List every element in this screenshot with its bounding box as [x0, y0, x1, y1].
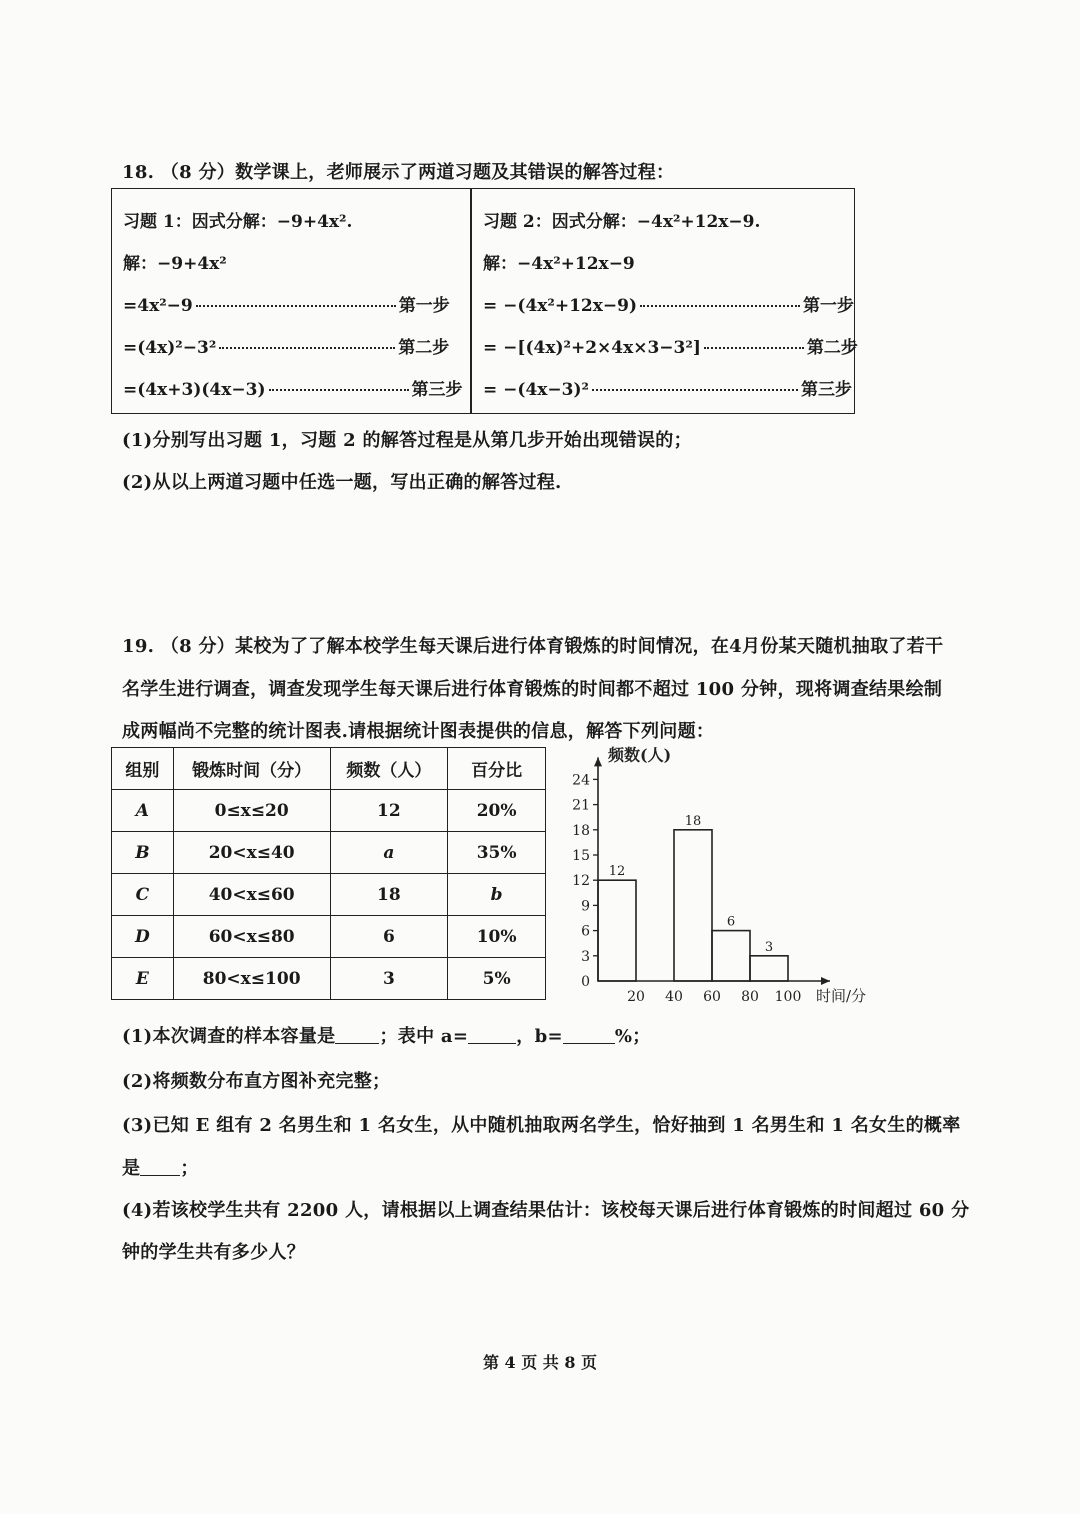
- table-cell: 60<x≤80: [173, 916, 330, 958]
- table-header: 频数（人）: [330, 748, 448, 790]
- y-tick-label: 18: [572, 822, 590, 839]
- ex2-step3-expr: = −(4x−3)²: [483, 380, 589, 400]
- table-cell: E: [112, 958, 174, 1000]
- q19-p3-line2: [122, 1154, 199, 1180]
- table-cell: 3: [330, 958, 448, 1000]
- leader-dots: [269, 389, 409, 391]
- histogram-bar: [598, 880, 636, 981]
- bar-value-label: 3: [764, 939, 774, 955]
- answer-blank[interactable]: [335, 1043, 379, 1044]
- leader-dots: [704, 347, 804, 349]
- table-row: [112, 916, 546, 958]
- table-cell: 20<x≤40: [173, 832, 330, 874]
- ex2-step1: [483, 291, 854, 316]
- x-tick-label: 100: [774, 989, 802, 1005]
- q18-header: 18. （8 分）数学课上，老师展示了两道习题及其错误的解答过程：: [122, 162, 675, 183]
- table-header: 锻炼时间（分）: [173, 748, 330, 790]
- table-cell: 35%: [448, 832, 546, 874]
- table-header: 百分比: [448, 748, 546, 790]
- leader-dots: [219, 347, 395, 349]
- q19-line1: 19. （8 分）某校为了了解本校学生每天课后进行体育锻炼的时间情况，在4月份某天随机抽取了若干: [122, 636, 944, 657]
- table-cell: 10%: [448, 916, 546, 958]
- ex2-step2-expr: = −[(4x)²+2×4x×3−3²]: [483, 338, 701, 358]
- table-cell: C: [112, 874, 174, 916]
- q18-exercise-box: [111, 188, 858, 414]
- page-footer: 第 4 页 共 8 页: [482, 1353, 598, 1372]
- table-cell: b: [448, 874, 546, 916]
- p3-text-a: 是: [122, 1158, 141, 1179]
- table-cell: A: [112, 790, 174, 832]
- table-row: [112, 832, 546, 874]
- bar-value-label: 18: [684, 813, 702, 829]
- p3-text-b: ；: [180, 1158, 199, 1179]
- p1-text-b: ；表中 a=: [379, 1026, 469, 1047]
- table-cell: 12: [330, 790, 448, 832]
- table-cell: 18: [330, 874, 448, 916]
- ex2-step2: [483, 333, 858, 358]
- p1-text-d: %；: [614, 1026, 651, 1047]
- frequency-histogram: [560, 740, 890, 1010]
- table-cell: D: [112, 916, 174, 958]
- bar-value-label: 6: [726, 914, 736, 930]
- y-tick-label: 12: [572, 873, 590, 890]
- q19-p4-line1: (4)若该校学生共有 2200 人，请根据以上调查结果估计：该校每天课后进行体育锻炼的时间超过 60 分: [122, 1200, 970, 1221]
- ex1-step3-label: 第三步: [411, 380, 463, 400]
- histogram-bar: [750, 956, 788, 981]
- ex2-step3: [483, 375, 852, 400]
- table-cell: 5%: [448, 958, 546, 1000]
- ex1-title: 习题 1：因式分解：−9+4x².: [123, 212, 353, 232]
- q19-p3-line1: (3)已知 E 组有 2 名男生和 1 名女生，从中随机抽取两名学生，恰好抽到 1 名男生和 1 名女生的概率: [122, 1115, 961, 1136]
- q19-p4-line2: 钟的学生共有多少人？: [122, 1242, 305, 1263]
- x-tick-label: 20: [627, 989, 645, 1005]
- ex2-step1-label: 第一步: [803, 296, 855, 316]
- p1-text-a: (1)本次调查的样本容量是: [122, 1026, 336, 1047]
- y-tick-label: 3: [581, 948, 590, 965]
- answer-blank[interactable]: [563, 1043, 615, 1044]
- answer-blank[interactable]: [468, 1043, 516, 1044]
- y-axis-arrow: [594, 757, 602, 766]
- ex1-step2-expr: =(4x)²−3²: [123, 338, 217, 358]
- ex2-title: 习题 2：因式分解：−4x²+12x−9.: [483, 212, 761, 232]
- table-cell: B: [112, 832, 174, 874]
- q19-line2: 名学生进行调查，调查发现学生每天课后进行体育锻炼的时间都不超过 100 分钟，现将调查结果绘制: [122, 679, 943, 700]
- q19-p2: (2)将频数分布直方图补充完整；: [122, 1071, 391, 1092]
- leader-dots: [196, 305, 396, 307]
- table-header: 组别: [112, 748, 174, 790]
- ex1-step1: [123, 291, 450, 316]
- ex2-solve: 解：−4x²+12x−9: [483, 254, 635, 274]
- table-row: [112, 874, 546, 916]
- ex1-step3-expr: =(4x+3)(4x−3): [123, 380, 266, 400]
- y-tick-label: 6: [581, 923, 590, 940]
- y-tick-label: 15: [572, 848, 590, 864]
- ex1-step1-expr: =4x²−9: [123, 296, 193, 316]
- y-axis-title: 频数(人): [608, 745, 672, 765]
- ex2-step3-label: 第三步: [800, 380, 852, 400]
- y-tick-label: 21: [572, 797, 590, 814]
- y-tick-label: 0: [581, 974, 590, 990]
- q18-part2: (2)从以上两道习题中任选一题，写出正确的解答过程.: [122, 472, 562, 493]
- q19-line3: 成两幅尚不完整的统计图表.请根据统计图表提供的信息，解答下列问题：: [122, 721, 715, 742]
- ex1-solve: 解：−9+4x²: [123, 254, 227, 274]
- table-header-row: [112, 748, 546, 790]
- histogram-layer: [572, 745, 866, 1005]
- table-cell: 20%: [448, 790, 546, 832]
- ex1-step2-label: 第二步: [398, 338, 450, 358]
- histogram-bar: [674, 830, 712, 981]
- p1-text-c: ，b=: [516, 1026, 563, 1047]
- answer-blank[interactable]: [140, 1175, 180, 1176]
- leader-dots: [640, 305, 800, 307]
- table-cell: 0≤x≤20: [173, 790, 330, 832]
- leader-dots: [592, 389, 798, 391]
- q19-p1: [122, 1022, 651, 1048]
- y-tick-label: 9: [581, 898, 590, 915]
- table-cell: 80<x≤100: [173, 958, 330, 1000]
- q18-part1: (1)分别写出习题 1，习题 2 的解答过程是从第几步开始出现错误的；: [122, 430, 692, 451]
- frequency-table: [111, 747, 546, 1000]
- ex1-step3: [123, 375, 463, 400]
- ex1-step1-label: 第一步: [398, 296, 450, 316]
- x-axis-title: 时间/分: [816, 987, 867, 1005]
- ex1-step2: [123, 333, 449, 358]
- x-tick-label: 60: [703, 989, 721, 1005]
- table-row: [112, 790, 546, 832]
- table-cell: 6: [330, 916, 448, 958]
- y-tick-label: 24: [572, 772, 590, 789]
- box-divider: [470, 189, 472, 413]
- x-tick-label: 40: [665, 989, 683, 1005]
- ex2-step1-expr: = −(4x²+12x−9): [483, 296, 638, 316]
- table-cell: a: [330, 832, 448, 874]
- x-axis-arrow: [821, 977, 830, 985]
- x-tick-label: 80: [741, 989, 759, 1005]
- bar-value-label: 12: [608, 864, 626, 880]
- table-row: [112, 958, 546, 1000]
- table-cell: 40<x≤60: [173, 874, 330, 916]
- ex2-step2-label: 第二步: [806, 338, 858, 358]
- histogram-bar: [712, 931, 750, 981]
